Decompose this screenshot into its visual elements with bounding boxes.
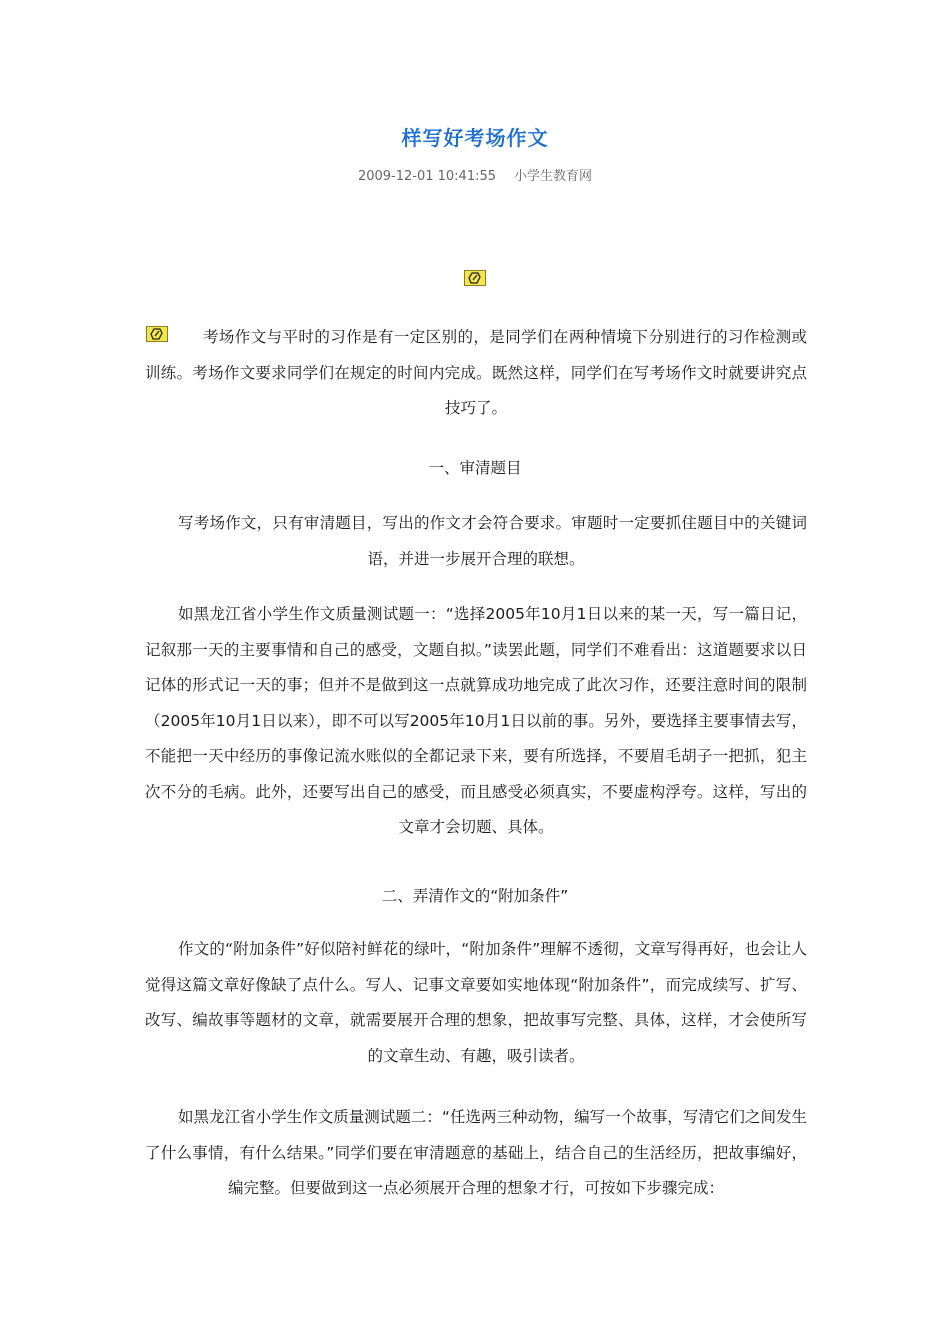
publish-date: 2009-12-01 10:41:55	[357, 169, 497, 184]
article-title: 样写好考场作文	[401, 126, 549, 150]
article-source: 小学生教育网	[514, 169, 593, 184]
intro-paragraph: 考场作文与平时的习作是有一定区别的，是同学们在两种情境下分别进行的习作检测或训练。考场作文要求同学们在规定的时间内完成。既然这样，同学们在写考场作文时就要讲究点技巧了。	[145, 328, 807, 417]
paragraph: 写考场作文，只有审清题目，写出的作文才会符合要求。审题时一定要抓住题目中的关键词语，并进一步展开合理的联想。	[178, 514, 807, 568]
paragraph: 作文的“附加条件”好似陪衬鲜花的绿叶，“附加条件”理解不透彻，文章写得再好，也会让人觉得这篇文章好像缺了点什么。写人、记事文章要如实地体现“附加条件”，而完成续写、扩写、改写、编故事等题材的文章，就需要展开合理的想象，把故事写完整、具体，这样，才会使所写的文章生动、有趣，吸引读者。	[145, 940, 807, 1065]
broken-image-icon	[464, 270, 486, 286]
section-heading-2: 二、弄清作文的“附加条件”	[381, 887, 569, 905]
paragraph: 如黑龙江省小学生作文质量测试题二：“任选两三种动物，编写一个故事，写清它们之间发生了什么事情，有什么结果。”同学们要在审清题意的基础上，结合自己的生活经历，把故事编好，编完整。但要做到这一点必须展开合理的想象才行，可按如下步骤完成：	[145, 1108, 807, 1197]
section-heading-1: 一、审清题目	[428, 459, 522, 477]
paragraph: 如黑龙江省小学生作文质量测试题一：“选择2005年10月1日以来的某一天，写一篇日记，记叙那一天的主要事情和自己的感受，文题自拟。”读罢此题，同学们不难看出：这道题要求以日记体的形式记一天的事；但并不是做到这一点就算成功地完成了此次习作，还要注意时间的限制（2005年10月1日以来），即不可以写2005年10月1日以前的事。另外，要选择主要事情去写，不能把一天中经历的事像记流水账似的全都记录下来，要有所选择，不要眉毛胡子一把抓，犯主次不分的毛病。此外，还要写出自己的感受，而且感受必须真实，不要虚构浮夸。这样，写出的文章才会切题、具体。	[145, 605, 807, 836]
article-meta	[0, 165, 950, 184]
